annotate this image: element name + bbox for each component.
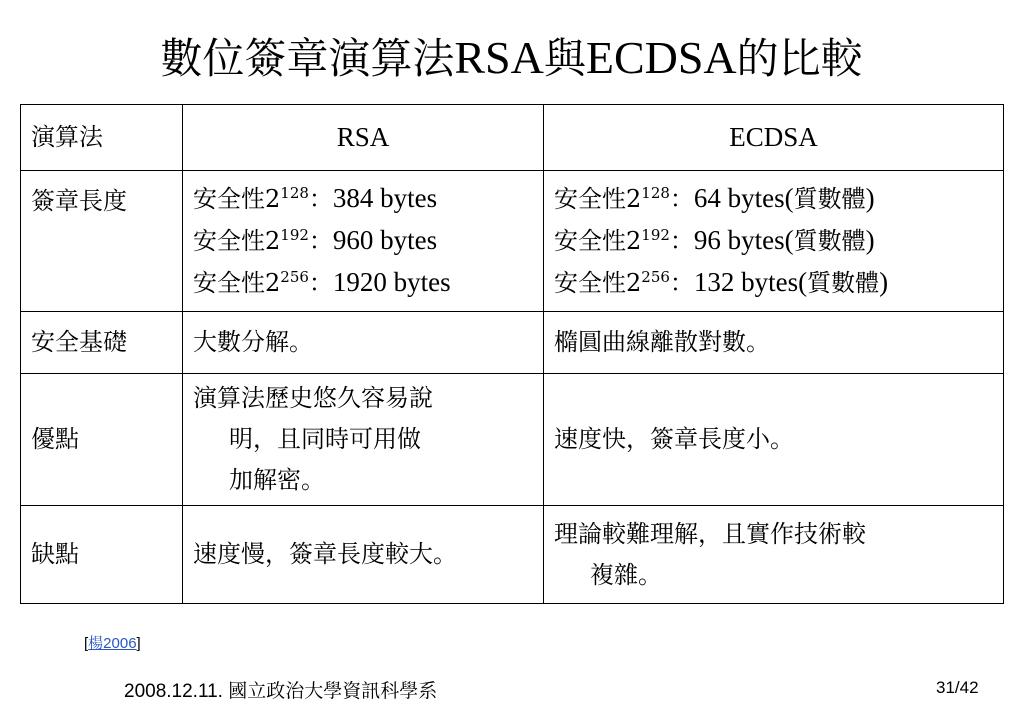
table-header-row bbox=[21, 105, 1004, 171]
cell-rsa-disadvantages: 速度慢，簽章長度較大。 bbox=[183, 506, 544, 604]
citation-link[interactable]: 楊2006 bbox=[88, 635, 137, 652]
rsa-pros-line: 明，且同時可用做 bbox=[229, 425, 421, 453]
ecdsa-sig-line: 安全性$2^{256}$：132 bytes(質數體) bbox=[554, 267, 889, 297]
rsa-sig-line: 安全性$2^{192}$：960 bytes bbox=[193, 225, 438, 255]
citation: [楊2006] bbox=[84, 635, 141, 652]
rsa-pros-line: 加解密。 bbox=[229, 466, 325, 494]
header-ecdsa: ECDSA bbox=[544, 105, 1004, 171]
ecdsa-sig-line: 安全性$2^{128}$：64 bytes(質數體) bbox=[554, 183, 875, 213]
cell-ecdsa-signature-length bbox=[544, 171, 1004, 312]
table-row-disadvantages bbox=[21, 506, 1004, 604]
rsa-sig-line: 安全性$2^{128}$：384 bytes bbox=[193, 183, 438, 213]
cell-rsa-signature-length bbox=[183, 171, 544, 312]
rsa-pros-line: 演算法歷史悠久容易說 bbox=[193, 384, 433, 412]
ecdsa-cons-line: 複雜。 bbox=[590, 560, 662, 589]
cell-rsa-advantages bbox=[183, 374, 544, 506]
row-label-signature-length: 簽章長度 bbox=[21, 171, 183, 312]
cell-rsa-security-basis: 大數分解。 bbox=[183, 312, 544, 374]
rsa-sig-line: 安全性$2^{256}$：1920 bytes bbox=[193, 267, 451, 297]
table-row-advantages bbox=[21, 374, 1004, 506]
table-row-security-basis bbox=[21, 312, 1004, 374]
cell-ecdsa-advantages: 速度快，簽章長度小。 bbox=[544, 374, 1004, 506]
cell-ecdsa-disadvantages bbox=[544, 506, 1004, 604]
row-label-security-basis: 安全基礎 bbox=[21, 312, 183, 374]
header-algorithm: 演算法 bbox=[21, 105, 183, 171]
page-number: 31/42 bbox=[936, 678, 979, 697]
ecdsa-sig-line: 安全性$2^{192}$：96 bytes(質數體) bbox=[554, 225, 875, 255]
row-label-advantages: 優點 bbox=[21, 374, 183, 506]
row-label-disadvantages: 缺點 bbox=[21, 506, 183, 604]
slide-title: 數位簽章演算法RSA與ECDSA的比較 bbox=[160, 32, 863, 83]
footer-date-institution: 2008.12.11. 國立政治大學資訊科學系 bbox=[124, 681, 438, 702]
ecdsa-cons-line: 理論較難理解，且實作技術較 bbox=[554, 519, 866, 548]
table-row-signature-length bbox=[21, 171, 1004, 312]
comparison-table bbox=[20, 104, 1004, 604]
cell-ecdsa-security-basis: 橢圓曲線離散對數。 bbox=[544, 312, 1004, 374]
header-rsa: RSA bbox=[183, 105, 544, 171]
